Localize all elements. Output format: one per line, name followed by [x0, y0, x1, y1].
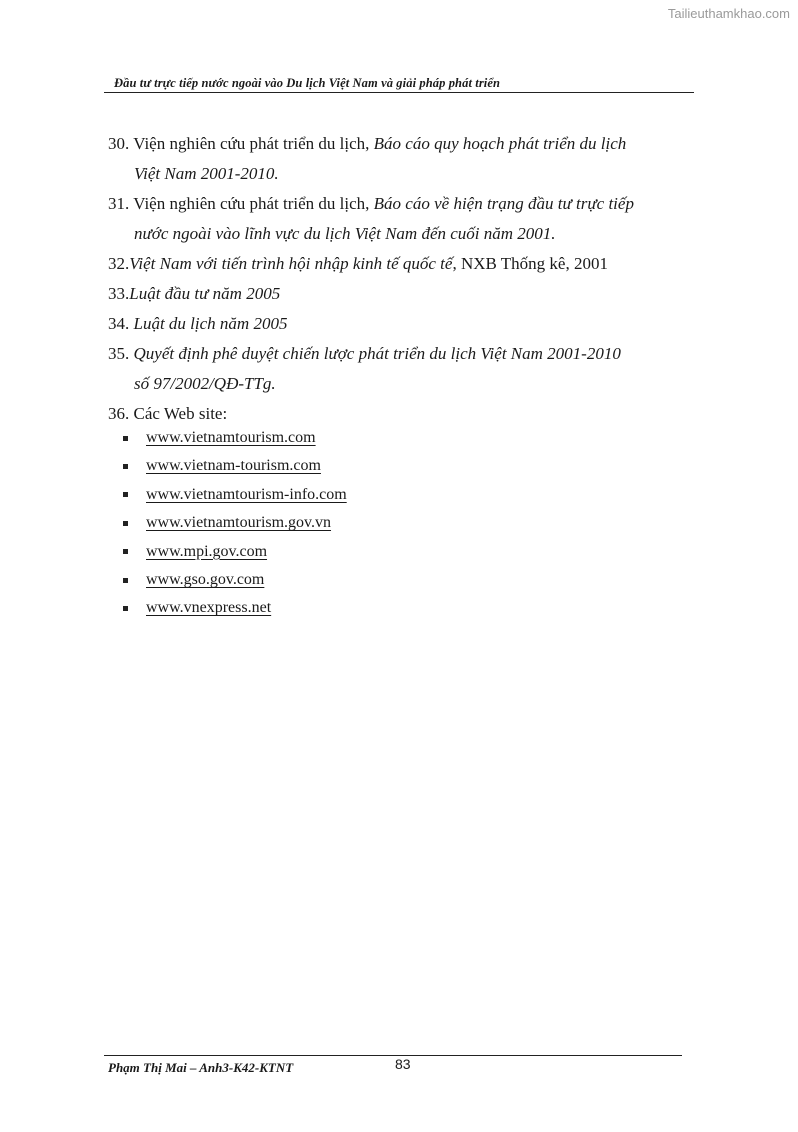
reference-text: Các Web site:: [129, 404, 228, 423]
reference-title: Quyết định phê duyệt chiến lược phát triển du lịch Việt Nam 2001-2010: [129, 344, 621, 363]
reference-number: 33.: [108, 284, 130, 303]
reference-title: Luật đầu tư năm 2005: [129, 284, 281, 303]
reference-title-continued: số 97/2002/QĐ-TTg.: [134, 374, 276, 393]
reference-number: 32.: [108, 254, 130, 273]
list-item: [120, 594, 347, 622]
reference-title: Việt Nam với tiến trình hội nhập kinh tế quốc tế: [129, 254, 453, 273]
reference-title-continued: nước ngoài vào lĩnh vực du lịch Việt Nam đến cuối năm 2001.: [134, 224, 556, 243]
reference-publisher: , NXB Thống kê, 2001: [452, 254, 608, 273]
reference-item-35: [108, 339, 693, 399]
list-item: [120, 481, 347, 509]
bullet-icon: [123, 492, 128, 497]
list-item: [120, 566, 347, 594]
reference-title: Luật du lịch năm 2005: [129, 314, 288, 333]
bullet-icon: [123, 521, 128, 526]
website-list: [120, 424, 347, 623]
footer-rule: [104, 1055, 682, 1056]
bullet-icon: [123, 464, 128, 469]
running-header: Đầu tư trực tiếp nước ngoài vào Du lịch Việt Nam và giải pháp phát triển: [114, 76, 501, 90]
website-link[interactable]: www.vietnam-tourism.com: [146, 457, 321, 475]
bullet-icon: [123, 549, 128, 554]
reference-author: Viện nghiên cứu phát triển du lịch,: [129, 194, 374, 213]
bullet-icon: [123, 578, 128, 583]
website-link[interactable]: www.vnexpress.net: [146, 599, 272, 617]
reference-title-continued: Việt Nam 2001-2010.: [134, 164, 279, 183]
bullet-icon: [123, 436, 128, 441]
website-link[interactable]: www.vietnamtourism.com: [146, 429, 316, 446]
website-link[interactable]: www.mpi.gov.com: [146, 542, 268, 560]
list-item: [120, 452, 347, 480]
list-item: [120, 424, 347, 452]
reference-item-32: [108, 249, 693, 279]
bullet-icon: [123, 606, 128, 611]
footer-author: Phạm Thị Mai – Anh3-K42-KTNT: [108, 1060, 294, 1075]
header-rule: [104, 92, 694, 93]
website-link[interactable]: www.vietnamtourism-info.com: [146, 485, 347, 503]
reference-title: Báo cáo về hiện trạng đầu tư trực tiếp: [373, 194, 634, 213]
reference-number: 36.: [108, 404, 130, 423]
reference-title: Báo cáo quy hoạch phát triển du lịch: [373, 134, 627, 153]
reference-item-30: [108, 129, 693, 189]
reference-item-31: [108, 189, 693, 249]
reference-number: 34.: [108, 314, 130, 333]
reference-author: Viện nghiên cứu phát triển du lịch,: [129, 134, 374, 153]
website-link[interactable]: www.gso.gov.com: [146, 570, 265, 588]
page-number: 83: [395, 1056, 411, 1072]
list-item: [120, 509, 347, 537]
reference-number: 35.: [108, 344, 130, 363]
reference-list: [108, 129, 693, 429]
watermark: Tailieuthamkhao.com: [667, 6, 790, 21]
reference-item-34: [108, 309, 693, 339]
reference-number: 30.: [108, 134, 130, 153]
reference-number: 31.: [108, 194, 130, 213]
reference-item-33: [108, 279, 693, 309]
list-item: [120, 538, 347, 566]
website-link[interactable]: www.vietnamtourism.gov.vn: [146, 514, 332, 532]
